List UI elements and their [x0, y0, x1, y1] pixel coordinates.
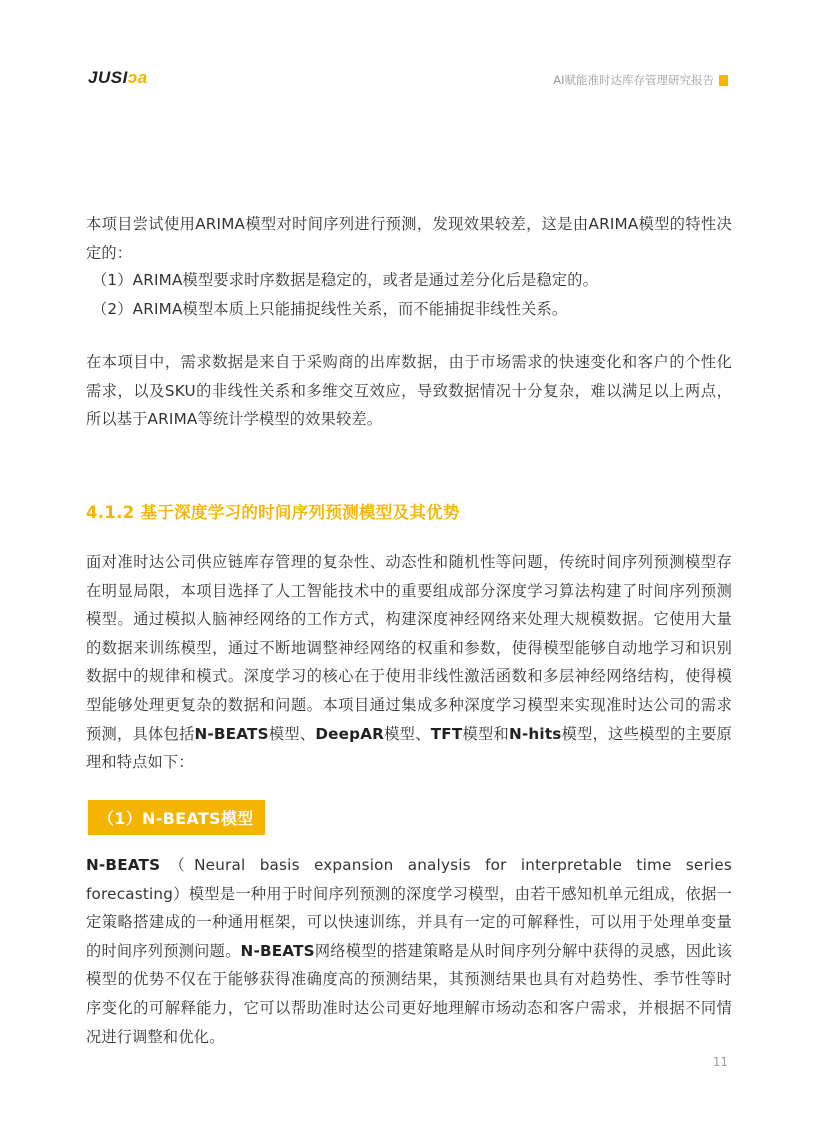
- text-run: 网络模型的搭建策略是从时间序列分解中获得的灵感，因此该模型的优势不仅在于能够获得准确度高的预测结果，其预测结果也具有对趋势性、季节性等时序变化的可解释能力，它可以帮助准时达公司更好地理解市场动态和客户需求，并根据不同情况进行调整和优化。: [86, 941, 732, 1046]
- subsection-heading: （1）N-BEATS模型: [88, 800, 265, 835]
- text-run: 模型、: [268, 724, 316, 743]
- paragraph-text: [86, 548, 732, 777]
- paragraph-demand-data: [86, 348, 732, 434]
- paragraph-text: 在本项目中，需求数据是来自于采购商的出库数据，由于市场需求的快速变化和客户的个性化需求，以及SKU的非线性关系和多维交互效应，导致数据情况十分复杂，难以满足以上两点，所以基于ARIMA等统计学模型的效果较差。: [86, 353, 732, 429]
- text-run: 模型、: [384, 724, 431, 743]
- paragraph-text: [86, 851, 732, 1051]
- logo-text: JUSI: [88, 68, 128, 87]
- page-number: 11: [712, 1055, 728, 1069]
- brand-logo: [88, 68, 148, 88]
- logo-accent-text: ɔa: [127, 68, 148, 87]
- model-name-nbeats: N-BEATS: [194, 724, 269, 743]
- text-run: （Neural basis expansion analysis for interpretable time series forecasting）模型是一种用于时间序列预测的深度学习模型，由若干感知机单元组成，依据一定策略搭建成的一种通用框架，可以快速训练，并具有一定的可解释性，可以用于处理单变量的时间序列预测问题。: [86, 856, 732, 960]
- model-name-nhits: N-hits: [509, 724, 562, 743]
- report-header: [553, 72, 728, 88]
- term-nbeats: N-BEATS: [240, 941, 315, 960]
- document-icon: [719, 75, 728, 86]
- arima-limitations-list: [86, 266, 732, 323]
- paragraph-text: 本项目尝试使用ARIMA模型对时间序列进行预测，发现效果较差，这是由ARIMA模型的特性决定的：: [86, 215, 732, 262]
- report-title: AI赋能准时达库存管理研究报告: [553, 73, 714, 87]
- paragraph-arima-intro: [86, 210, 732, 267]
- term-nbeats: N-BEATS: [86, 856, 161, 874]
- paragraph-deep-learning: [86, 548, 732, 777]
- text-run: 模型，这些模型的主要原理和特点如下：: [86, 724, 733, 772]
- model-name-tft: TFT: [430, 724, 463, 743]
- text-run: 模型和: [462, 724, 509, 743]
- list-item: （1）ARIMA模型要求时序数据是稳定的，或者是通过差分化后是稳定的。: [92, 271, 599, 289]
- section-heading: 4.1.2 基于深度学习的时间序列预测模型及其优势: [86, 503, 460, 522]
- text-run: 面对准时达公司供应链库存管理的复杂性、动态性和随机性等问题，传统时间序列预测模型存在明显局限，本项目选择了人工智能技术中的重要组成部分深度学习算法构建了时间序列预测模型。通过模拟人脑神经网络的工作方式，构建深度神经网络来处理大规模数据。它使用大量的数据来训练模型，通过不断地调整神经网络的权重和参数，使得模型能够自动地学习和识别数据中的规律和模式。深度学习的核心在于使用非线性激活函数和多层神经网络结构，使得模型能够处理更复杂的数据和问题。本项目通过集成多种深度学习模型来实现准时达公司的需求预测，具体包括: [86, 553, 732, 743]
- list-item: （2）ARIMA模型本质上只能捕捉线性关系，而不能捕捉非线性关系。: [92, 299, 568, 318]
- paragraph-nbeats: [86, 851, 732, 1051]
- model-name-deepar: DeepAR: [315, 724, 385, 743]
